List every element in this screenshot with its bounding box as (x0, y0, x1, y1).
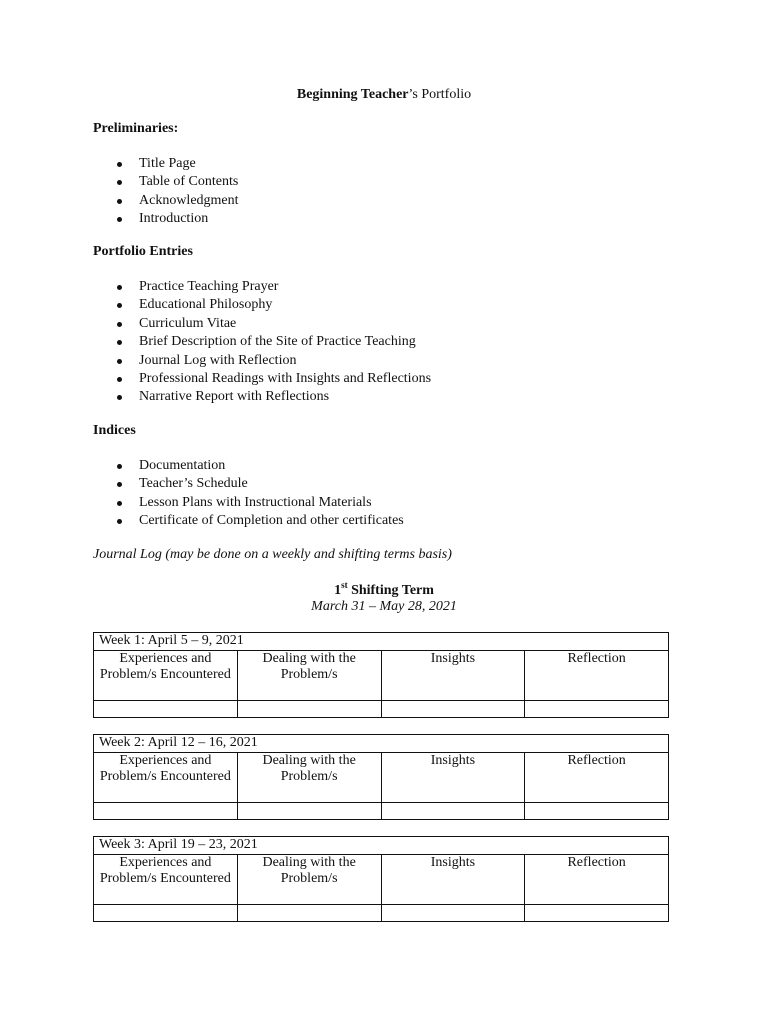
indices-list (93, 457, 404, 531)
section-heading-indices: Indices (93, 423, 136, 438)
week-label: Week 3: April 19 – 23, 2021 (94, 837, 669, 855)
bullet-icon (117, 519, 122, 524)
table-cell[interactable] (237, 904, 381, 921)
section-heading-portfolio-entries: Portfolio Entries (93, 244, 193, 259)
preliminaries-list (93, 155, 239, 229)
column-header-experiences: Experiences and Problem/s Encountered (94, 854, 238, 904)
week-table (93, 734, 669, 820)
list-item-text: Lesson Plans with Instructional Materials (139, 494, 372, 510)
list-item (93, 278, 431, 296)
column-header-reflection: Reflection (525, 854, 669, 904)
list-item-text: Practice Teaching Prayer (139, 279, 279, 294)
table-cell[interactable] (381, 700, 525, 717)
list-item (93, 512, 404, 530)
list-item (93, 315, 431, 333)
term-dates: March 31 – May 28, 2021 (311, 599, 457, 614)
week-table (93, 632, 669, 718)
list-item-text: Acknowledgment (139, 192, 239, 208)
term-label: Shifting Term (347, 583, 434, 598)
column-header-reflection: Reflection (525, 650, 669, 700)
table-cell[interactable] (94, 700, 238, 717)
table-cell[interactable] (525, 904, 669, 921)
column-header-experiences: Experiences and Problem/s Encountered (94, 650, 238, 700)
list-item (93, 457, 404, 475)
term-ordinal-suffix: st (341, 580, 348, 590)
week-label: Week 2: April 12 – 16, 2021 (94, 735, 669, 753)
bullet-icon (117, 217, 122, 222)
column-header-experiences: Experiences and Problem/s Encountered (94, 752, 238, 802)
bullet-icon (117, 199, 122, 204)
table-cell[interactable] (381, 802, 525, 819)
list-item-text: Brief Description of the Site of Practice Teaching (139, 334, 416, 350)
column-header-dealing: Dealing with the Problem/s (237, 854, 381, 904)
title-suffix: ’s Portfolio (408, 87, 472, 102)
list-item (93, 370, 431, 388)
title-prefix: Beginning Teacher (296, 87, 409, 102)
bullet-icon (117, 303, 122, 308)
bullet-icon (117, 180, 122, 185)
bullet-icon (117, 482, 122, 487)
list-item-text: Educational Philosophy (139, 297, 273, 313)
section-heading-preliminaries: Preliminaries: (93, 121, 179, 136)
list-item (93, 494, 404, 512)
table-cell[interactable] (94, 802, 238, 819)
list-item-text: Table of Contents (139, 174, 239, 190)
table-cell[interactable] (381, 904, 525, 921)
term-title (0, 580, 768, 599)
portfolio-entries-list (93, 278, 431, 407)
table-cell[interactable] (237, 700, 381, 717)
bullet-icon (117, 464, 122, 469)
bullet-icon (117, 285, 122, 290)
list-item (93, 173, 239, 191)
list-item-text: Professional Readings with Insights and Reflections (139, 370, 432, 386)
term-number: 1 (334, 583, 342, 598)
journal-log-note: Journal Log (may be done on a weekly and shifting terms basis) (93, 547, 452, 562)
list-item-text: Introduction (139, 211, 209, 227)
list-item-text: Curriculum Vitae (139, 315, 237, 331)
table-cell[interactable] (525, 802, 669, 819)
page-title (0, 87, 768, 103)
list-item (93, 333, 431, 351)
list-item (93, 388, 431, 406)
list-item (93, 210, 239, 228)
list-item-text: Documentation (139, 458, 226, 473)
column-header-reflection: Reflection (525, 752, 669, 802)
bullet-icon (117, 395, 122, 400)
list-item (93, 155, 239, 173)
bullet-icon (117, 377, 122, 382)
column-header-insights: Insights (381, 752, 525, 802)
list-item-text: Narrative Report with Reflections (139, 389, 330, 405)
bullet-icon (117, 340, 122, 345)
list-item-text: Teacher’s Schedule (139, 476, 248, 492)
bullet-icon (117, 501, 122, 506)
column-header-dealing: Dealing with the Problem/s (237, 752, 381, 802)
bullet-icon (117, 359, 122, 364)
week-label: Week 1: April 5 – 9, 2021 (94, 633, 669, 651)
list-item (93, 192, 239, 210)
list-item-text: Title Page (139, 156, 196, 171)
table-cell[interactable] (525, 700, 669, 717)
bullet-icon (117, 322, 122, 327)
list-item (93, 475, 404, 493)
table-cell[interactable] (237, 802, 381, 819)
bullet-icon (117, 162, 122, 167)
column-header-insights: Insights (381, 650, 525, 700)
column-header-dealing: Dealing with the Problem/s (237, 650, 381, 700)
list-item-text: Certificate of Completion and other certificates (139, 513, 404, 529)
column-header-insights: Insights (381, 854, 525, 904)
week-table (93, 836, 669, 922)
list-item (93, 352, 431, 370)
list-item (93, 296, 431, 314)
list-item-text: Journal Log with Reflection (139, 352, 297, 368)
table-cell[interactable] (94, 904, 238, 921)
